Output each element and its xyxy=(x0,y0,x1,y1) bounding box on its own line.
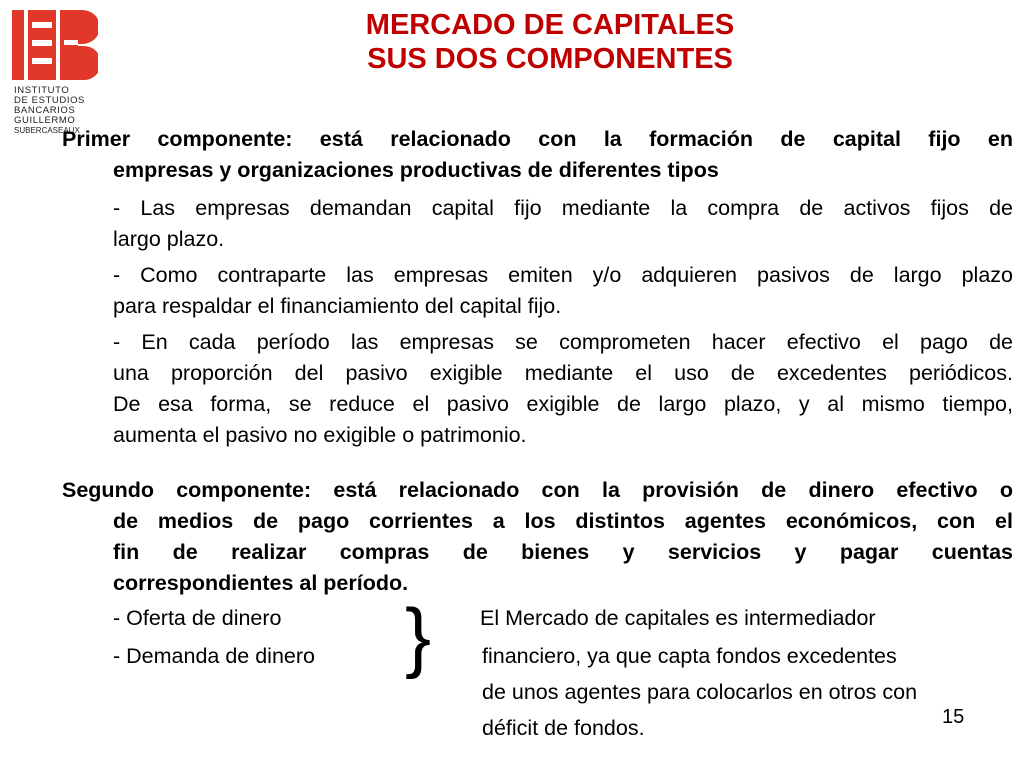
oferta-item: - Oferta de dinero xyxy=(113,606,282,630)
primer-line-2: empresas y organizaciones productivas de diferentes tipos xyxy=(113,158,719,182)
p1-line-1: - Las empresas demandan capital fijo mediante la compra de activos fijos de xyxy=(113,196,1013,220)
segundo-line-2: de medios de pago corrientes a los distintos agentes económicos, con el xyxy=(113,509,1013,533)
logo-line: SUBERCASEAUX xyxy=(14,126,80,135)
title-line-1: MERCADO DE CAPITALES xyxy=(365,9,735,41)
paragraph-pasivos xyxy=(113,260,1013,322)
segundo-line-4: correspondientes al período. xyxy=(113,571,409,595)
logo-line: INSTITUTO xyxy=(14,85,70,96)
slide-title xyxy=(300,8,800,76)
p2-line-1: - Como contraparte las empresas emiten y/o adquieren pasivos de largo plazo xyxy=(113,263,1013,287)
p3-line-2: una proporción del pasivo exigible mediante el uso de excedentes periódicos. xyxy=(113,361,1013,385)
demanda-item: - Demanda de dinero xyxy=(113,644,315,668)
note-line-2: financiero, ya que capta fondos excedentes xyxy=(482,644,897,668)
primer-line-1: Primer componente: está relacionado con la formación de capital fijo en xyxy=(62,127,1013,151)
logo-line: GUILLERMO xyxy=(14,115,76,126)
note-line-1: El Mercado de capitales es intermediador xyxy=(480,606,876,630)
logo-line: BANCARIOS xyxy=(14,105,76,116)
primer-componente-heading xyxy=(62,124,1013,186)
segundo-line-1: Segundo componente: está relacionado con la provisión de dinero efectivo o xyxy=(62,478,1013,502)
ieb-logo-icon xyxy=(12,8,98,82)
logo-line: DE ESTUDIOS xyxy=(14,95,85,106)
segundo-componente-heading xyxy=(62,475,1013,599)
curly-brace-icon: } xyxy=(405,592,432,680)
title-line-2: SUS DOS COMPONENTES xyxy=(367,43,733,75)
note-line-3: de unos agentes para colocarlos en otros con xyxy=(482,680,918,704)
paragraph-pago-pasivo xyxy=(113,327,1013,451)
page-number: 15 xyxy=(942,706,965,728)
segundo-line-3: fin de realizar compras de bienes y servicios y pagar cuentas xyxy=(113,540,1013,564)
p3-line-1: - En cada período las empresas se comprometen hacer efectivo el pago de xyxy=(113,330,1013,354)
institute-logo xyxy=(12,8,112,136)
p2-line-2: para respaldar el financiamiento del capital fijo. xyxy=(113,294,562,318)
paragraph-capital-fijo xyxy=(113,193,1013,255)
p1-line-2: largo plazo. xyxy=(113,227,225,251)
p3-line-3: De esa forma, se reduce el pasivo exigible de largo plazo, y al mismo tiempo, xyxy=(113,392,1013,416)
p3-line-4: aumenta el pasivo no exigible o patrimonio. xyxy=(113,423,527,447)
note-line-4: déficit de fondos. xyxy=(482,716,645,740)
